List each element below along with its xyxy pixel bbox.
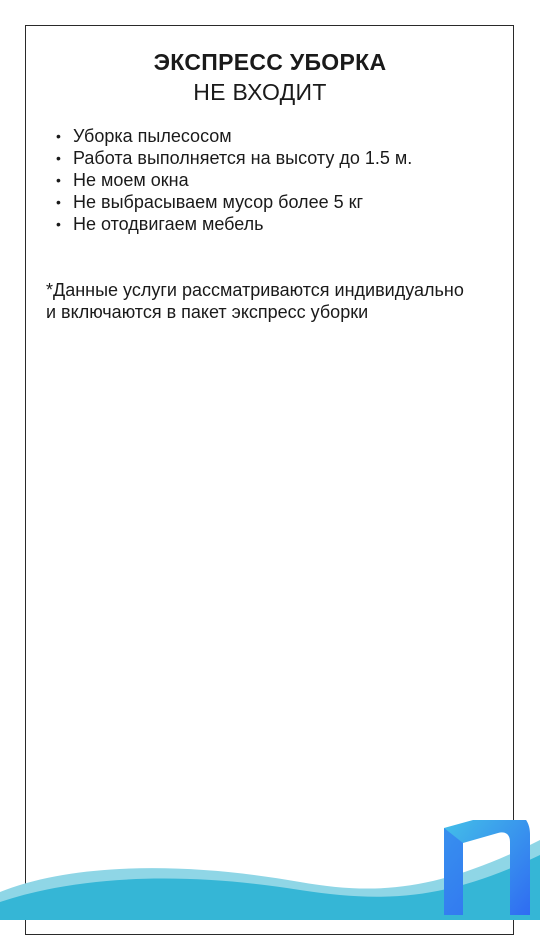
list-item [56,147,412,169]
bullet-icon: • [56,172,61,188]
list-item [56,191,412,213]
list-item-text: Не отодвигаем мебель [73,214,264,234]
page-subtitle [0,79,540,106]
list-item-text: Работа выполняется на высоту до 1.5 м. [73,148,413,168]
page-title [0,49,540,76]
page-subtitle-text: НЕ ВХОДИТ [193,79,327,105]
page-title-text: ЭКСПРЕСС УБОРКА [153,49,387,75]
bullet-icon: • [56,194,61,210]
list-item-text: Не моем окна [73,170,189,190]
footnote: *Данные услуги рассматриваются индивидуально и включаются в пакет экспресс уборки [46,280,464,322]
list-item [56,125,412,147]
list-item-text: Не выбрасываем мусор более 5 кг [73,192,364,212]
list-item-text: Уборка пылесосом [73,126,232,146]
bullet-icon: • [56,128,61,144]
bullet-icon: • [56,216,61,232]
wave-decoration [0,820,540,920]
list-item [56,169,412,191]
list-item [56,213,412,235]
excluded-services-list [56,125,412,235]
bullet-icon: • [56,150,61,166]
